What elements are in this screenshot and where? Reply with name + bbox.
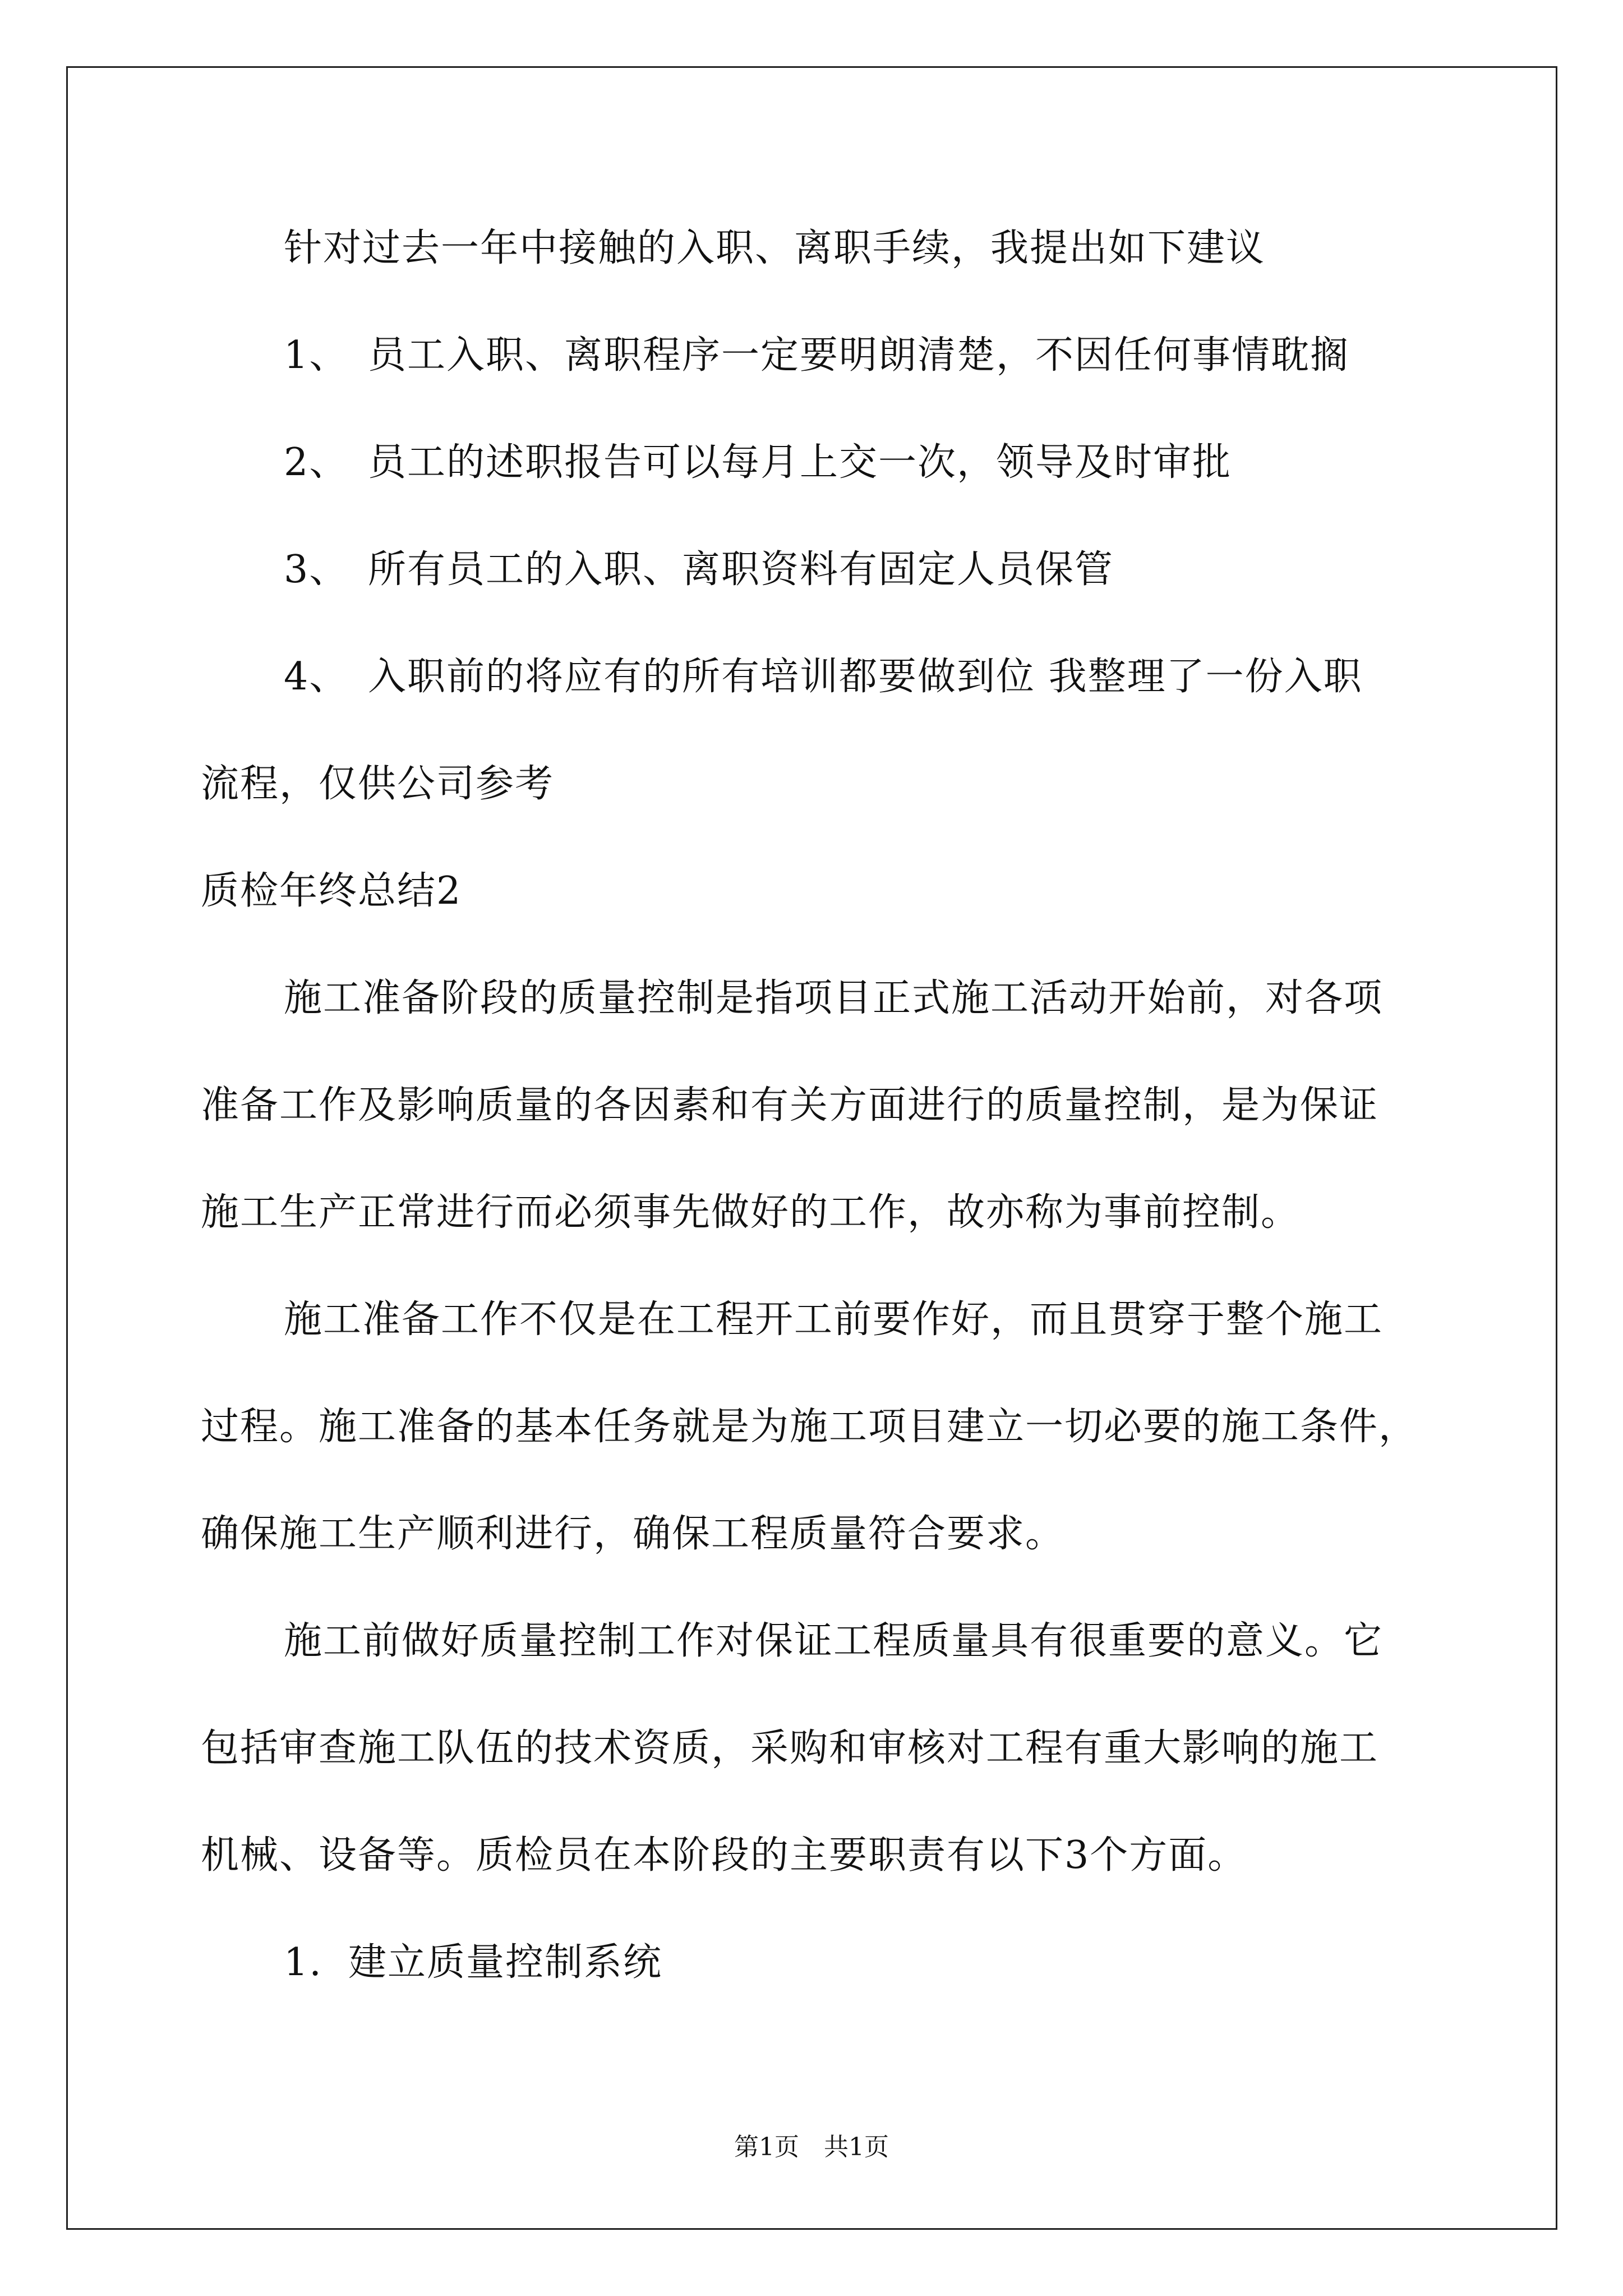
list-item [284,440,1232,485]
list-number: 1、 [284,333,349,378]
text-line: 针对过去一年中接触的入职、离职手续，我提出如下建议 [284,226,1266,270]
list-item-text: 建立质量控制系统 [348,1940,663,1985]
text-line: 施工准备阶段的质量控制是指项目正式施工活动开始前，对各项 [284,976,1384,1020]
text-line: 包括审查施工队伍的技术资质，采购和审核对工程有重大影响的施工 [201,1726,1379,1770]
list-item [284,1940,663,1985]
page-footer: 第1页 共1页 [734,2133,889,2161]
text-line: 施工生产正常进行而必须事先做好的工作，故亦称为事前控制。 [201,1190,1301,1235]
list-item [284,333,1350,378]
list-item [284,655,1363,699]
text-line: 准备工作及影响质量的各因素和有关方面进行的质量控制，是为保证 [201,1083,1379,1128]
list-item-text: 员工入职、离职程序一定要明朗清楚，不因任何事情耽搁 [368,333,1350,378]
page-border [66,66,1557,2230]
list-item [284,547,1114,592]
text-line: 流程，仅供公司参考 [201,762,555,806]
list-number: 3、 [284,547,349,592]
list-item-text: 所有员工的入职、离职资料有固定人员保管 [368,547,1114,592]
text-line: 确保施工生产顺利进行，确保工程质量符合要求。 [201,1512,1065,1556]
list-number: 4、 [284,655,349,699]
text-line: 过程。施工准备的基本任务就是为施工项目建立一切必要的施工条件， [201,1405,1418,1449]
text-line: 机械、设备等。质检员在本阶段的主要职责有以下3个方面。 [201,1833,1247,1878]
list-number: 1. [284,1940,322,1985]
list-item-text: 员工的述职报告可以每月上交一次，领导及时审批 [368,440,1232,485]
list-item-text: 入职前的将应有的所有培训都要做到位 我整理了一份入职 [368,655,1363,699]
text-line: 施工准备工作不仅是在工程开工前要作好，而且贯穿于整个施工 [284,1297,1384,1342]
text-line: 施工前做好质量控制工作对保证工程质量具有很重要的意义。它 [284,1619,1384,1663]
section-heading: 质检年终总结2 [201,869,462,913]
list-number: 2、 [284,440,349,485]
